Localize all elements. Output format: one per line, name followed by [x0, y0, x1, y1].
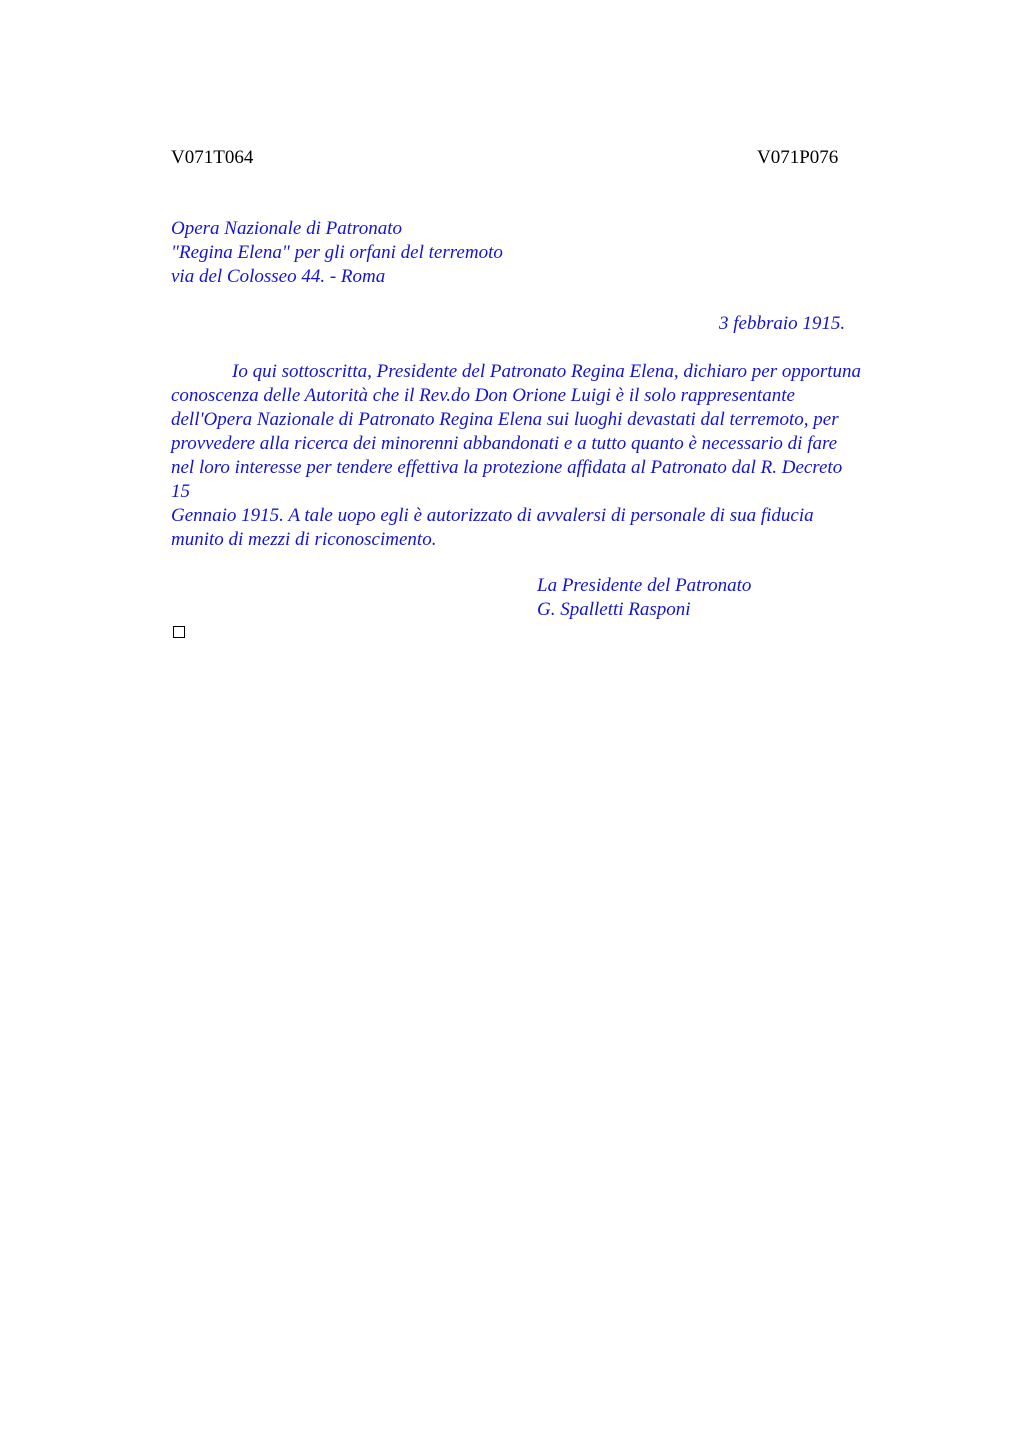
letterhead-line: via del Colosseo 44. - Roma: [171, 266, 386, 287]
body-line: munito di mezzi di riconoscimento.: [171, 529, 437, 550]
letter-date: 3 febbraio 1915.: [719, 313, 846, 334]
empty-square-icon: [173, 626, 185, 638]
letter-body: [171, 360, 931, 552]
body-line: 15: [171, 481, 190, 502]
signature-title: La Presidente del Patronato: [537, 575, 752, 596]
body-line: nel loro interesse per tendere effettiva la protezione affidata al Patronato dal R. Decreto: [171, 457, 843, 478]
signature-name: G. Spalletti Rasponi: [537, 599, 691, 620]
letterhead-line: Opera Nazionale di Patronato: [171, 218, 402, 239]
body-line: Gennaio 1915. A tale uopo egli è autorizzato di avvalersi di personale di sua fiducia: [171, 505, 814, 526]
body-line: provvedere alla ricerca dei minorenni abbandonati e a tutto quanto è necessario di fare: [171, 433, 838, 454]
signature-block: [537, 574, 937, 622]
letterhead: [171, 217, 771, 289]
document-code-right: V071P076: [757, 147, 839, 168]
body-line: dell'Opera Nazionale di Patronato Regina Elena sui luoghi devastati dal terremoto, per: [171, 409, 839, 430]
body-line: conoscenza delle Autorità che il Rev.do Don Orione Luigi è il solo rappresentante: [171, 385, 795, 406]
letterhead-line: "Regina Elena" per gli orfani del terremoto: [171, 242, 503, 263]
body-line: Io qui sottoscritta, Presidente del Patronato Regina Elena, dichiaro per opportuna: [232, 361, 862, 382]
document-code-left: V071T064: [171, 147, 254, 168]
